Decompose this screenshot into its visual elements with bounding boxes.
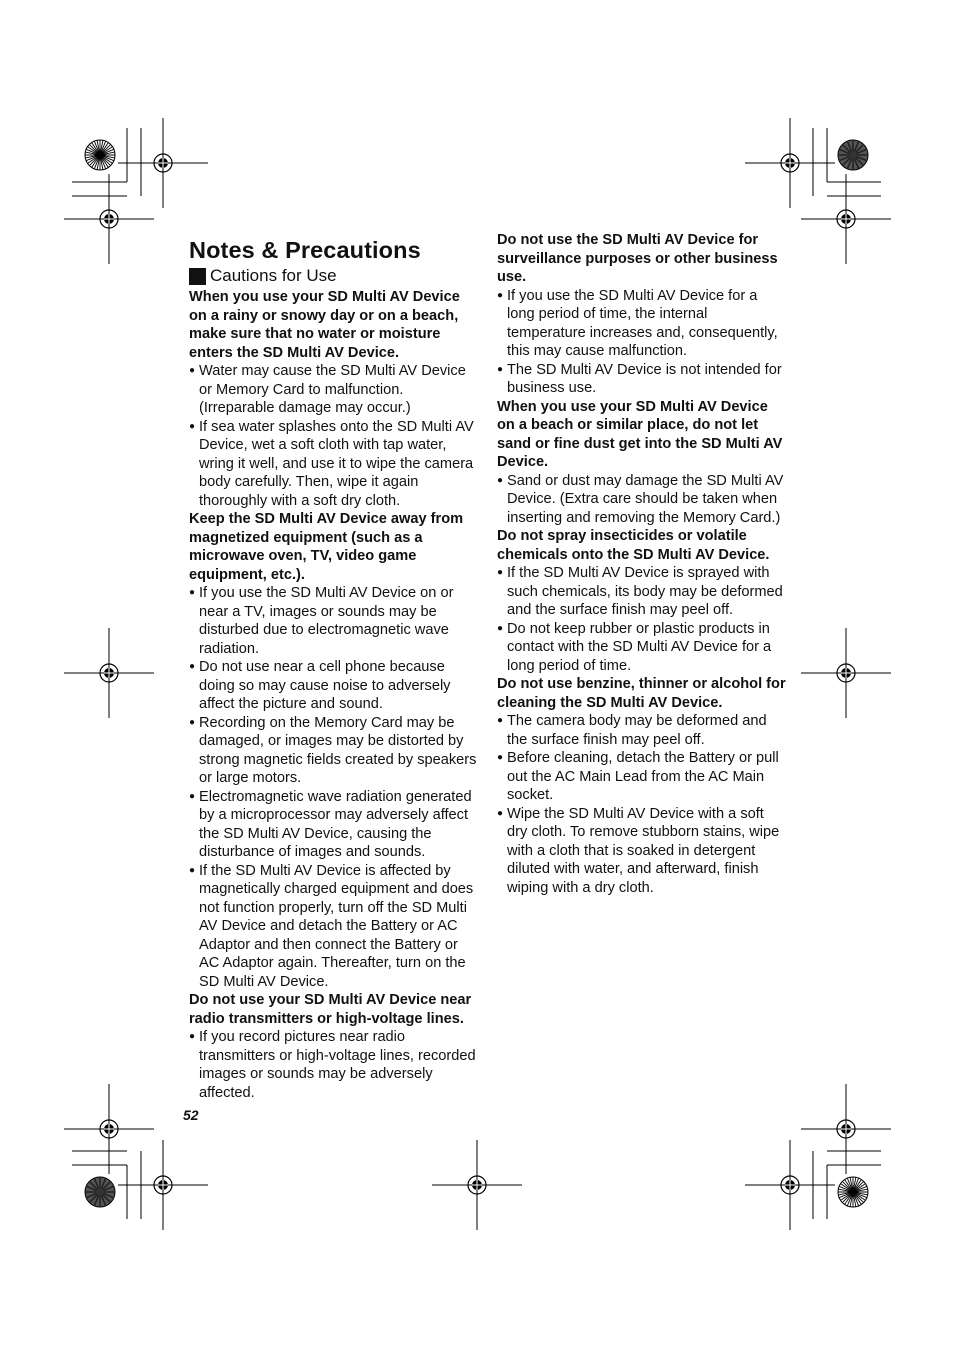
page-number: 52 (183, 1107, 199, 1123)
bullet-icon: ● (189, 790, 196, 802)
left-sections (189, 288, 481, 1102)
list-item (189, 788, 481, 862)
list-item (497, 712, 787, 749)
bullet-icon: ● (189, 1031, 196, 1042)
section-heading: Do not use your SD Multi AV Device near radio transmitters or high-voltage lines. (189, 992, 472, 1027)
bullet-icon: ● (189, 864, 196, 876)
bullet-icon: ● (189, 365, 196, 376)
bullet-icon: ● (497, 715, 504, 726)
subtitle-text: Cautions for Use (210, 266, 337, 285)
list-item (497, 564, 787, 620)
list-item-text: Sand or dust may damage the SD Multi AV Device. (Extra care should be taken when inserting and removing the Memory Card.) (507, 472, 784, 526)
bullet-list (497, 287, 787, 398)
black-square-icon (189, 268, 206, 285)
list-item (189, 418, 481, 511)
list-item (497, 620, 787, 676)
list-item (497, 472, 787, 528)
bullet-icon: ● (189, 420, 196, 432)
list-item (189, 362, 481, 418)
section-heading: When you use your SD Multi AV Device on a beach or similar place, do not let sand or fine dust get into the SD Multi AV Device. (497, 398, 783, 470)
list-item-text: If you use the SD Multi AV Device for a long period of time, the internal temperature increases and, consequently, this may cause malfunction. (507, 287, 778, 359)
list-item-text: Wipe the SD Multi AV Device with a soft dry cloth. To remove stubborn stains, wipe with a cloth that is soaked in detergent diluted with water, and afterward, finish wiping with a dry cloth. (507, 805, 780, 896)
left-column (189, 236, 481, 1102)
right-column (497, 231, 787, 897)
list-item-text: If the SD Multi AV Device is affected by magnetically charged equipment and does not function properly, turn off the SD Multi AV Device and detach the Battery or AC Adaptor and then connect the Battery or AC Adaptor again. Thereafter, turn on the SD Multi AV Device. (199, 862, 474, 990)
bullet-list (189, 1028, 481, 1102)
list-item (497, 805, 787, 898)
list-item (189, 862, 481, 992)
bullet-icon: ● (497, 807, 504, 819)
bullet-icon: ● (497, 567, 504, 578)
section-subtitle (189, 265, 481, 287)
list-item-text: The SD Multi AV Device is not intended for business use. (507, 361, 782, 396)
list-item-text: If sea water splashes onto the SD Multi AV Device, wet a soft cloth with tap water, wring it well, and use it to wipe the camera body carefully. Then, wipe it again thoroughly with a soft dry cloth. (199, 418, 474, 509)
list-item (189, 658, 481, 714)
bullet-list (189, 362, 481, 510)
section-heading: Keep the SD Multi AV Device away from magnetized equipment (such as a microwave oven, TV, video game equipment, etc.). (189, 511, 464, 583)
bullet-icon: ● (189, 587, 196, 598)
bullet-icon: ● (497, 289, 504, 301)
list-item-text: Do not keep rubber or plastic products in contact with the SD Multi AV Device for a long period of time. (507, 620, 772, 674)
bullet-icon: ● (497, 363, 504, 375)
list-item (189, 714, 481, 788)
list-item-text: Electromagnetic wave radiation generated by a microprocessor may adversely affect the SD Multi AV Device, causing the disturbance of images and sounds. (199, 788, 472, 860)
section-heading: Do not spray insecticides or volatile chemicals onto the SD Multi AV Device. (497, 528, 770, 563)
list-item-text: If you use the SD Multi AV Device on or near a TV, images or sounds may be disturbed due to electromagnetic wave radiation. (199, 585, 454, 657)
section-heading: When you use your SD Multi AV Device on a rainy or snowy day or on a beach, make sure that no water or moisture enters the SD Multi AV Device. (189, 289, 460, 361)
section-heading: Do not use the SD Multi AV Device for surveillance purposes or other business use. (497, 232, 778, 285)
list-item-text: Before cleaning, detach the Battery or pull out the AC Main Lead from the AC Main socket. (507, 750, 779, 803)
bullet-list (497, 472, 787, 528)
list-item-text: Recording on the Memory Card may be damaged, or images may be distorted by strong magnetic fields created by speakers or large motors. (199, 714, 477, 786)
bullet-icon: ● (497, 474, 504, 486)
list-item (189, 1028, 481, 1102)
bullet-list (497, 712, 787, 897)
section-heading: Do not use benzine, thinner or alcohol for cleaning the SD Multi AV Device. (497, 676, 786, 711)
list-item-text: The camera body may be deformed and the surface finish may peel off. (507, 713, 767, 748)
list-item-text: Do not use near a cell phone because doing so may cause noise to adversely affect the picture and sound. (199, 659, 451, 712)
bullet-icon: ● (497, 622, 504, 634)
list-item (189, 584, 481, 658)
list-item-text: Water may cause the SD Multi AV Device or Memory Card to malfunction. (Irreparable damage may occur.) (199, 363, 466, 416)
bullet-list (189, 584, 481, 991)
bullet-icon: ● (189, 716, 196, 728)
list-item-text: If you record pictures near radio transmitters or high-voltage lines, recorded images or sounds may be adversely affected. (199, 1029, 476, 1101)
list-item-text: If the SD Multi AV Device is sprayed with such chemicals, its body may be deformed and the surface finish may peel off. (507, 565, 783, 618)
bullet-icon: ● (497, 752, 504, 763)
list-item (497, 287, 787, 361)
right-sections (497, 231, 787, 897)
bullet-list (497, 564, 787, 675)
list-item (497, 361, 787, 398)
list-item (497, 749, 787, 805)
bullet-icon: ● (189, 661, 196, 672)
page-title: Notes & Precautions (189, 237, 421, 263)
